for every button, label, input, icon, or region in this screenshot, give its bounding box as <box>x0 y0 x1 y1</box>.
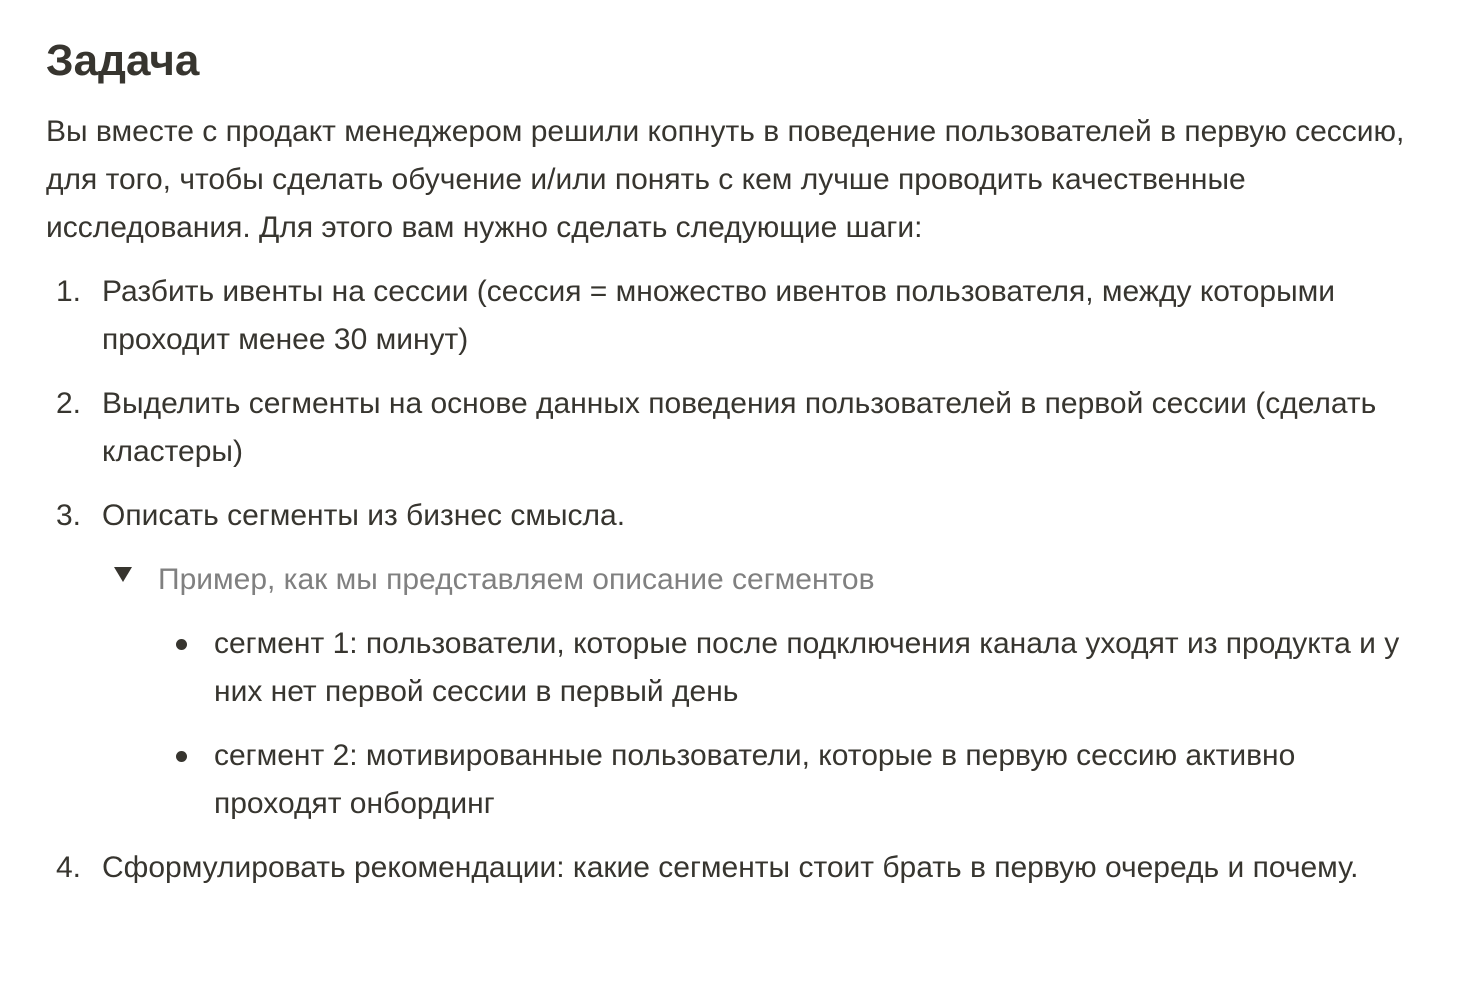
step-number: 2. <box>56 387 82 420</box>
step-text: Описать сегменты из бизнес смысла. <box>102 499 626 532</box>
step-text: Сформулировать рекомендации: какие сегменты стоит брать в первую очередь и почему. <box>102 851 1359 884</box>
bullet-dot-icon <box>176 751 187 762</box>
bullet-text: сегмент 2: мотивированные пользователи, которые в первую сессию активно проходят онбординг <box>214 739 1296 820</box>
triangle-down-icon[interactable] <box>114 567 132 582</box>
step-number: 4. <box>56 851 82 884</box>
intro-paragraph: Вы вместе с продакт менеджером решили копнуть в поведение пользователей в первую сессию, для того, чтобы сделать обучение и/или понять с кем лучше проводить качественные исследования. Для этого вам нужно сделать следующие шаги: <box>46 115 1405 244</box>
step-number: 1. <box>56 275 82 308</box>
page-heading: Задача <box>46 36 200 85</box>
step-text: Разбить ивенты на сессии (сессия = множество ивентов пользователя, между которыми проходит менее 30 минут) <box>102 275 1336 356</box>
toggle-summary[interactable]: Пример, как мы представляем описание сегментов <box>158 563 875 596</box>
step-text: Выделить сегменты на основе данных поведения пользователей в первой сессии (сделать кластеры) <box>102 387 1377 468</box>
bullet-text: сегмент 1: пользователи, которые после подключения канала уходят из продукта и у них нет первой сессии в первый день <box>214 627 1400 708</box>
bullet-dot-icon <box>176 639 187 650</box>
step-number: 3. <box>56 499 82 532</box>
